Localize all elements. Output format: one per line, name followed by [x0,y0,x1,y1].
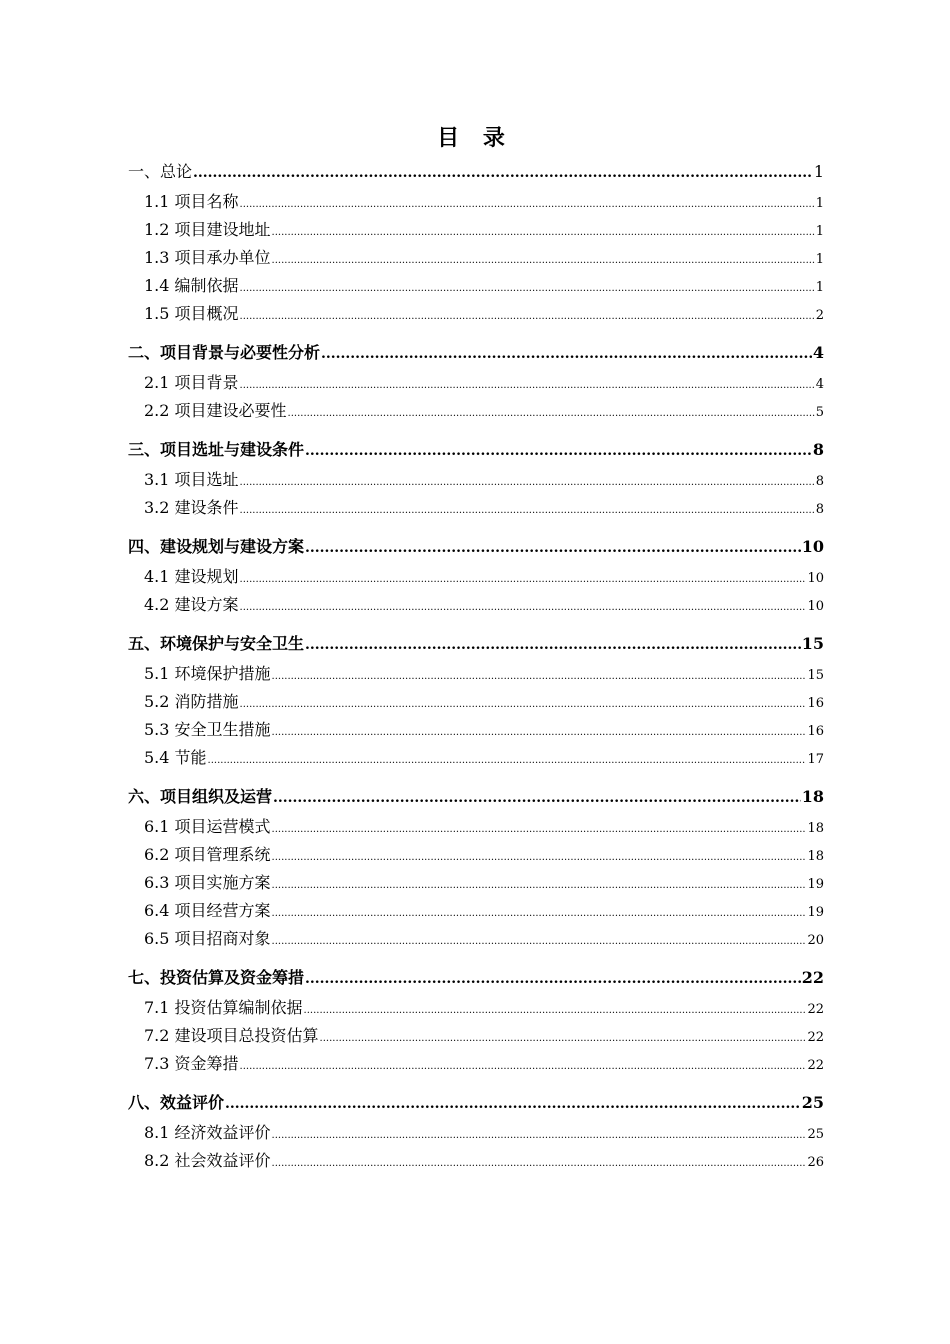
toc-section-entry[interactable] [128,301,824,329]
toc-section-entry[interactable] [128,495,824,523]
toc-chapter-label: 三、项目选址与建设条件 [128,440,305,459]
dot-leader [272,873,807,898]
toc-section-entry[interactable] [128,245,824,273]
dot-leader [240,1054,807,1079]
toc-section-entry[interactable] [128,926,824,954]
toc-section-entry[interactable] [128,745,824,773]
table-of-contents [128,158,824,1176]
toc-chapter-label: 一、总论 [128,162,193,181]
toc-page-number: 19 [807,905,824,920]
dot-leader [272,664,807,689]
toc-section-entry[interactable] [128,1148,824,1176]
toc-chapter-entry[interactable] [128,634,824,655]
toc-page-number: 22 [807,1030,824,1045]
toc-section-label: 6.5 项目招商对象 [144,929,271,948]
dot-leader [240,276,815,301]
toc-page-number: 8 [815,474,824,489]
toc-chapter-entry[interactable] [128,537,824,558]
toc-section-label: 6.2 项目管理系统 [144,845,271,864]
toc-section-label: 5.3 安全卫生措施 [144,720,271,739]
toc-section-label: 5.4 节能 [144,748,207,767]
toc-chapter-entry[interactable] [128,787,824,808]
toc-section-entry[interactable] [128,898,824,926]
toc-chapter-label: 七、投资估算及资金筹措 [128,968,305,987]
dot-leader [305,635,801,655]
toc-chapter-entry[interactable] [128,440,824,461]
toc-chapter-entry[interactable] [128,1093,824,1114]
toc-section-label: 5.2 消防措施 [144,692,239,711]
toc-section-entry[interactable] [128,592,824,620]
toc-section-label: 4.1 建设规划 [144,567,239,586]
toc-section-entry[interactable] [128,1051,824,1079]
toc-page-number: 16 [807,724,824,739]
dot-leader [320,1026,807,1051]
toc-section-label: 3.1 项目选址 [144,470,239,489]
dot-leader [240,373,815,398]
toc-page-number: 22 [801,968,824,987]
dot-leader [273,788,801,808]
toc-section-entry[interactable] [128,189,824,217]
toc-page-number: 22 [807,1058,824,1073]
toc-section-label: 1.2 项目建设地址 [144,220,271,239]
toc-page-number: 1 [815,252,824,267]
dot-leader [304,998,807,1023]
dot-leader [193,163,813,183]
toc-page-number: 16 [807,696,824,711]
toc-page-number: 4 [815,377,824,392]
toc-page-number: 15 [807,668,824,683]
toc-section-entry[interactable] [128,467,824,495]
toc-section-label: 1.4 编制依据 [144,276,239,295]
toc-page-number: 1 [815,196,824,211]
dot-leader [305,969,801,989]
toc-section-label: 1.3 项目承办单位 [144,248,271,267]
toc-section-label: 8.2 社会效益评价 [144,1151,271,1170]
toc-chapter-label: 四、建设规划与建设方案 [128,537,305,556]
dot-leader [272,901,807,926]
dot-leader [240,692,807,717]
toc-page-number: 18 [807,849,824,864]
toc-section-entry[interactable] [128,661,824,689]
toc-section-entry[interactable] [128,1120,824,1148]
toc-section-label: 2.2 项目建设必要性 [144,401,287,420]
toc-page-number: 10 [807,599,824,614]
dot-leader [240,567,807,592]
toc-chapter-label: 五、环境保护与安全卫生 [128,634,305,653]
toc-section-entry[interactable] [128,398,824,426]
toc-page-number: 8 [812,440,824,459]
dot-leader [288,401,815,426]
toc-section-entry[interactable] [128,1023,824,1051]
toc-section-entry[interactable] [128,870,824,898]
toc-chapter-entry[interactable] [128,343,824,364]
toc-section-entry[interactable] [128,995,824,1023]
dot-leader [272,248,815,273]
toc-page-number: 18 [801,787,824,806]
toc-page-number: 10 [801,537,824,556]
toc-section-label: 1.5 项目概况 [144,304,239,323]
toc-section-label: 1.1 项目名称 [144,192,239,211]
dot-leader [225,1094,801,1114]
toc-page-number: 15 [801,634,824,653]
dot-leader [272,220,815,245]
dot-leader [272,1123,807,1148]
toc-page-number: 22 [807,1002,824,1017]
toc-page-number: 1 [815,224,824,239]
toc-section-label: 7.3 资金筹措 [144,1054,239,1073]
toc-section-label: 7.2 建设项目总投资估算 [144,1026,319,1045]
toc-page-number: 2 [815,308,824,323]
dot-leader [208,748,807,773]
toc-section-label: 4.2 建设方案 [144,595,239,614]
toc-section-label: 6.3 项目实施方案 [144,873,271,892]
toc-chapter-label: 八、效益评价 [128,1093,225,1112]
toc-page-number: 1 [813,162,824,181]
dot-leader [240,595,807,620]
toc-section-entry[interactable] [128,370,824,398]
dot-leader [272,720,807,745]
toc-page-number: 17 [807,752,824,767]
toc-section-label: 5.1 环境保护措施 [144,664,271,683]
toc-page-number: 25 [807,1127,824,1142]
toc-section-entry[interactable] [128,717,824,745]
toc-page-number: 26 [807,1155,824,1170]
toc-page-number: 4 [812,343,824,362]
toc-section-entry[interactable] [128,564,824,592]
toc-section-entry[interactable] [128,842,824,870]
toc-chapter-entry[interactable] [128,968,824,989]
dot-leader [240,304,815,329]
toc-page-number: 25 [801,1093,824,1112]
toc-section-label: 3.2 建设条件 [144,498,239,517]
dot-leader [272,929,807,954]
toc-title: 目 录 [437,125,513,151]
dot-leader [240,470,815,495]
toc-chapter-label: 二、项目背景与必要性分析 [128,343,321,362]
toc-section-entry[interactable] [128,217,824,245]
toc-page-number: 1 [815,280,824,295]
dot-leader [272,845,807,870]
dot-leader [305,538,801,558]
toc-page-number: 5 [815,405,824,420]
dot-leader [321,344,812,364]
toc-chapter-label: 六、项目组织及运营 [128,787,273,806]
dot-leader [305,441,812,461]
toc-chapter-entry[interactable] [128,162,824,183]
toc-page-number: 19 [807,877,824,892]
toc-section-entry[interactable] [128,689,824,717]
toc-section-label: 2.1 项目背景 [144,373,239,392]
toc-section-label: 7.1 投资估算编制依据 [144,998,303,1017]
toc-section-label: 6.4 项目经营方案 [144,901,271,920]
toc-page-number: 20 [807,933,824,948]
toc-section-label: 8.1 经济效益评价 [144,1123,271,1142]
toc-page-number: 10 [807,571,824,586]
dot-leader [272,817,807,842]
toc-section-entry[interactable] [128,814,824,842]
dot-leader [240,498,815,523]
toc-page-number: 8 [815,502,824,517]
dot-leader [240,192,815,217]
toc-section-entry[interactable] [128,273,824,301]
toc-section-label: 6.1 项目运营模式 [144,817,271,836]
dot-leader [272,1151,807,1176]
toc-page-number: 18 [807,821,824,836]
